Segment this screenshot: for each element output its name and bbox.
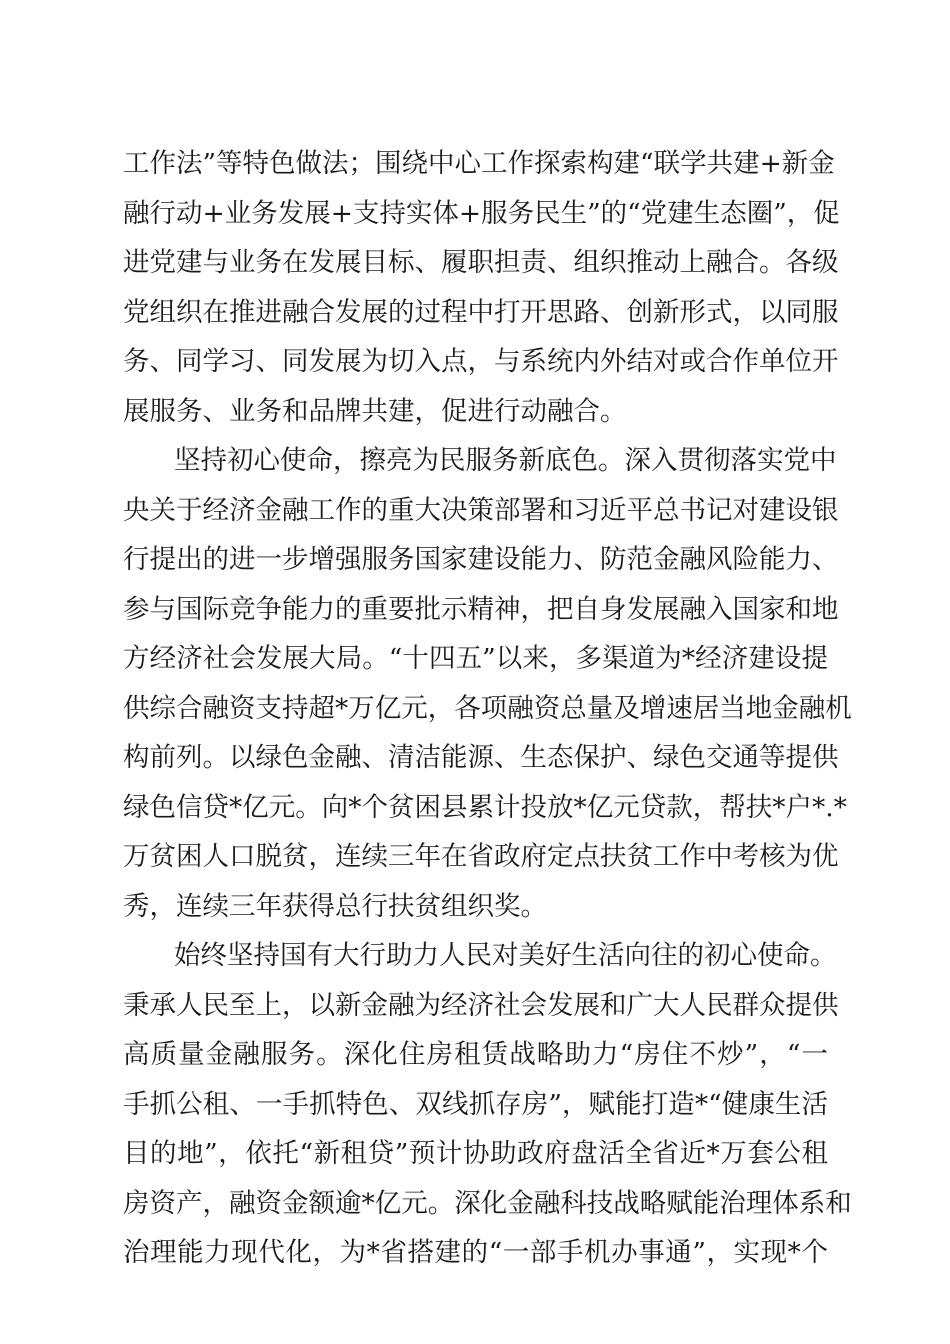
paragraph-first-line: 坚持初心使命，擦亮为民服务新底色。深入贯彻落实党中 — [174, 445, 837, 476]
text-line: 工作法”等特色做法；围绕中心工作探索构建“联学共建+新金 — [123, 148, 835, 179]
paragraph-first-line: 始终坚持国有大行助力人民对美好生活向往的初心使命。 — [174, 940, 837, 971]
text-line: 构前列。以绿色金融、清洁能源、生态保护、绿色交通等提供 — [123, 742, 839, 773]
text-line: 方经济社会发展大局。“十四五”以来，多渠道为*经济建设提 — [123, 643, 828, 674]
document-body — [123, 139, 852, 1278]
text-line: 供综合融资支持超*万亿元，各项融资总量及增速居当地金融机 — [123, 692, 852, 724]
text-line: 绿色信贷*亿元。向*个贫困县累计投放*亿元贷款，帮扶*户*.* — [123, 791, 847, 823]
text-line: 目的地”，依托“新租贷”预计协助政府盘活全省近*万套公租 — [123, 1138, 828, 1169]
text-line: 行提出的进一步增强服务国家建设能力、防范金融风险能力、 — [123, 544, 839, 575]
text-line: 融行动+业务发展+支持实体+服务民生”的“党建生态圈”，促 — [123, 197, 840, 229]
text-line: 房资产，融资金额逾*亿元。深化金融科技战略赋能治理体系和 — [123, 1187, 852, 1219]
text-line: 万贫困人口脱贫，连续三年在省政府定点扶贫工作中考核为优 — [123, 841, 839, 872]
text-line: 高质量金融服务。深化住房租赁战略助力“房住不炒”，“一 — [123, 1039, 828, 1070]
text-line: 手抓公租、一手抓特色、双线抓存房”，赋能打造*“健康生活 — [123, 1088, 828, 1120]
text-line: 务、同学习、同发展为切入点，与系统内外结对或合作单位开 — [123, 346, 839, 377]
text-line: 党组织在推进融合发展的过程中打开思路、创新形式，以同服 — [123, 296, 839, 328]
text-line: 秀，连续三年获得总行扶贫组织奖。 — [123, 890, 547, 922]
text-line: 进党建与业务在发展目标、履职担责、组织推动上融合。各级 — [123, 247, 839, 278]
text-line: 央关于经济金融工作的重大决策部署和习近平总书记对建设银 — [123, 494, 839, 526]
text-line: 展服务、业务和品牌共建，促进行动融合。 — [123, 395, 627, 427]
text-line: 参与国际竞争能力的重要批示精神，把自身发展融入国家和地 — [123, 593, 839, 625]
text-line: 治理能力现代化，为*省搭建的“一部手机办事通”，实现*个 — [123, 1237, 828, 1268]
text-line: 秉承人民至上，以新金融为经济社会发展和广大人民群众提供 — [123, 989, 839, 1021]
